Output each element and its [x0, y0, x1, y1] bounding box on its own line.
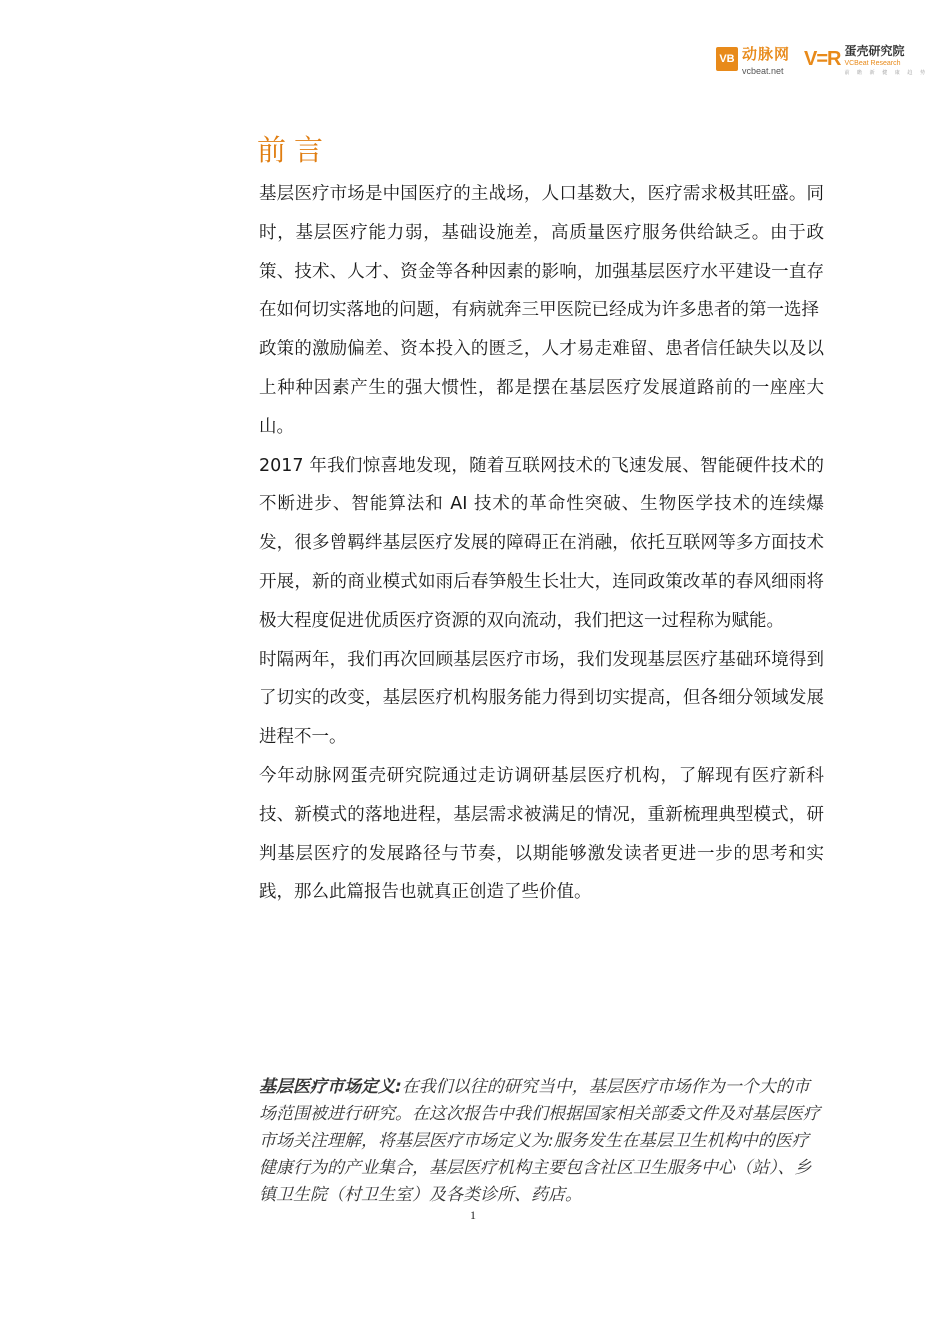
paragraph: 今年动脉网蛋壳研究院通过走访调研基层医疗机构，了解现有医疗新科技、新模式的落地进程，基层需求被满足的情况，重新梳理典型模式，研判基层医疗的发展路径与节奏，以期能够激发读者更进一步的思考和实践，那么此篇报告也就真正创造了些价值。	[259, 765, 824, 903]
research-name-en: VCBeat Research	[844, 60, 901, 67]
research-tagline: 前 瞻 新 健 康 趋 势	[844, 70, 928, 76]
research-name-cn: 蛋壳研究院	[844, 44, 905, 58]
vcbeat-logo	[716, 43, 790, 76]
vcbeat-name: 动脉网	[741, 44, 790, 63]
paragraph: 政策的激励偏差、资本投入的匮乏，人才易走难留、患者信任缺失以及以上种种因素产生的强大惯性，都是摆在基层医疗发展道路前的一座座大山。	[259, 339, 824, 437]
vb-badge-icon: VB	[716, 47, 738, 71]
paragraph: 时隔两年，我们再次回顾基层医疗市场，我们发现基层医疗基础环境得到了切实的改变，基层医疗机构服务能力得到切实提高，但各细分领域发展进程不一。	[259, 649, 824, 748]
footnote-text: 在我们以往的研究当中，基层医疗市场作为一个大的市场范围被进行研究。在这次报告中我们根据国家相关部委文件及对基层医疗市场关注理解，将基层医疗市场定义为:服务发生在基层卫生机构中的医疗健康行为的产业集合，基层医疗机构主要包含社区卫生服务中心（站）、乡镇卫生院（村卫生室）及各类诊所、药店。	[259, 1077, 820, 1205]
paragraph: 2017 年我们惊喜地发现，随着互联网技术的飞速发展、智能硬件技术的不断进步、智能算法和 AI 技术的革命性突破、生物医学技术的连续爆发，很多曾羁绊基层医疗发展的障碍正在消融，依托互联网等多方面技术开展，新的商业模式如雨后春笋般生长壮大，连同政策改革的春风细雨将极大程度促进优质医疗资源的双向流动，我们把这一过程称为赋能。	[259, 455, 824, 631]
page-number: 1	[470, 1208, 476, 1222]
paragraph: 基层医疗市场是中国医疗的主战场，人口基数大，医疗需求极其旺盛。同时，基层医疗能力弱，基础设施差，高质量医疗服务供给缺乏。由于政策、技术、人才、资金等各种因素的影响，加强基层医疗水平建设一直存在如何切实落地的问题，有病就奔三甲医院已经成为许多患者的第一选择	[259, 184, 824, 321]
vcbeat-research-logo	[804, 42, 928, 76]
page-title: 前言	[257, 133, 332, 167]
footnote-label: 基层医疗市场定义:	[259, 1077, 402, 1097]
vcbeat-domain: vcbeat.net	[741, 65, 784, 76]
definition-footnote	[259, 1074, 824, 1209]
header-logos	[716, 42, 928, 76]
body-text	[259, 175, 824, 912]
vbr-mark-icon: V=R	[803, 47, 841, 70]
